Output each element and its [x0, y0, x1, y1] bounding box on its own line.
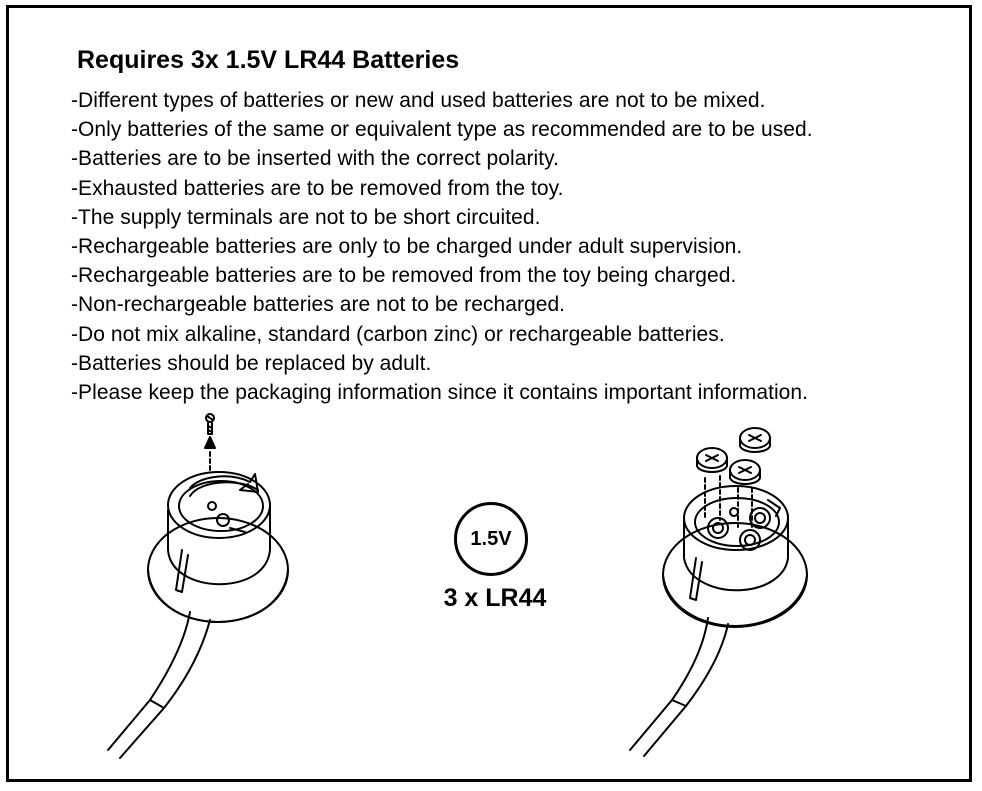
warning-item: -Please keep the packaging information since it contains important information.	[71, 381, 809, 405]
warning-item: -Batteries are to be inserted with the correct polarity.	[71, 147, 559, 171]
warning-item: -The supply terminals are not to be short circuited.	[71, 205, 541, 229]
battery-quantity-label: 3 x LR44	[443, 584, 547, 612]
screw-cover-removal-icon	[90, 400, 340, 760]
page-title: Requires 3x 1.5V LR44 Batteries	[77, 46, 460, 74]
warning-item: -Batteries should be replaced by adult.	[71, 351, 432, 375]
warning-item: -Different types of batteries or new and used batteries are not to be mixed.	[71, 89, 766, 112]
battery-insertion-icon	[600, 400, 830, 760]
battery-voltage-badge	[454, 502, 528, 576]
battery-warnings-list	[71, 86, 813, 407]
battery-voltage-label: 1.5V	[470, 527, 512, 550]
warning-item: -Rechargeable batteries are only to be charged under adult supervision.	[71, 235, 743, 259]
warning-item: -Exhausted batteries are to be removed from the toy.	[71, 176, 564, 200]
warning-item: -Non-rechargeable batteries are not to be recharged.	[71, 293, 566, 317]
warning-item: -Do not mix alkaline, standard (carbon zinc) or rechargeable batteries.	[71, 322, 725, 346]
warning-item: -Only batteries of the same or equivalent type as recommended are to be used.	[71, 118, 813, 142]
warning-item: -Rechargeable batteries are to be removed from the toy being charged.	[71, 264, 737, 288]
